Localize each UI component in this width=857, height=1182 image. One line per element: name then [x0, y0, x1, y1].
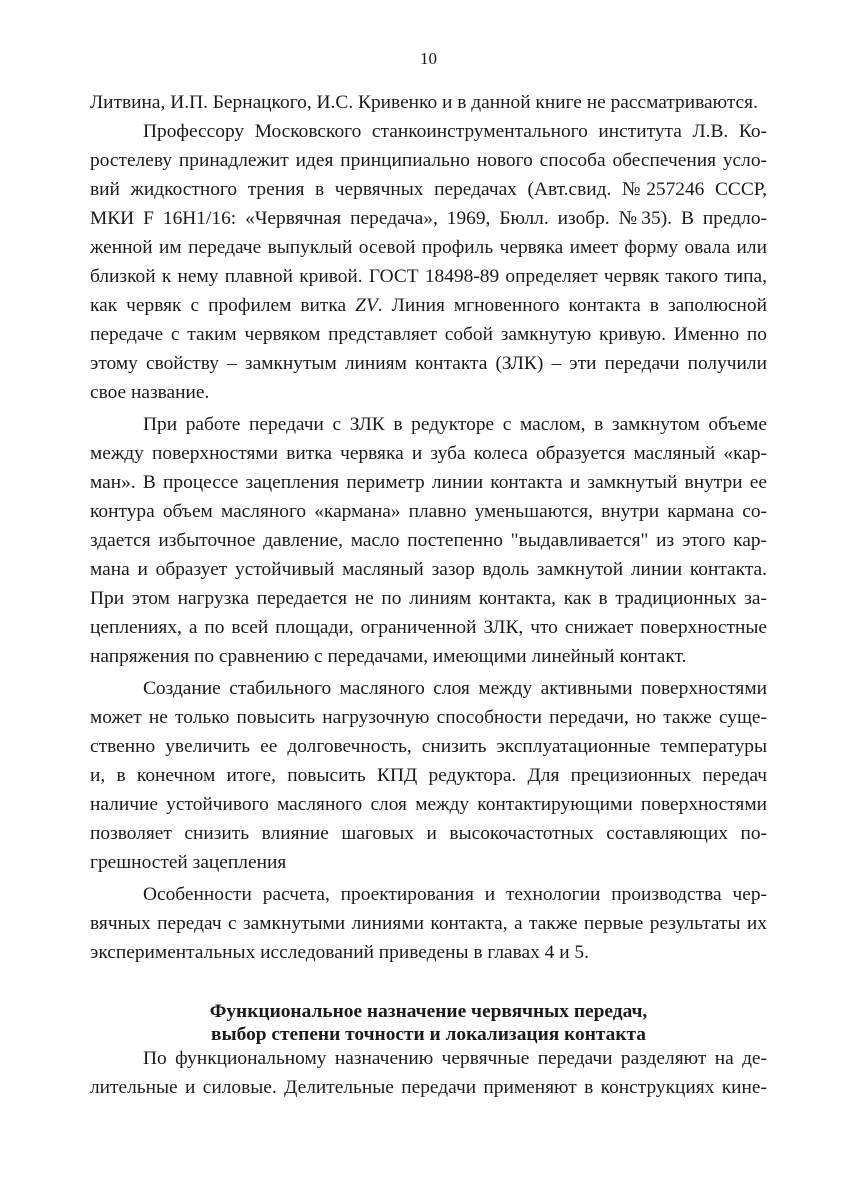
text-line: ман». В процессе зацепления периметр линии контакта и замкнутый внутри ее — [90, 472, 767, 493]
text-line: экспериментальных исследований приведены в главах 4 и 5. — [90, 942, 589, 963]
text-line: свое название. — [90, 382, 210, 403]
text-line: этому свойству – замкнутым линиям контакта (ЗЛК) – эти передачи получили — [90, 353, 767, 374]
text-line: грешностей зацепления — [90, 852, 287, 873]
text-line: По функциональному назначению червячные передачи разделяют на де- — [143, 1048, 767, 1069]
text-line: цеплениях, а по всей площади, ограниченной ЗЛК, что снижает поверхностные — [90, 617, 767, 638]
text-line: лительные и силовые. Делительные передачи применяют в конструкциях кине- — [90, 1077, 767, 1098]
text-span: . Линия мгновенного контакта в заполюсной — [377, 295, 768, 316]
text-line: Создание стабильного масляного слоя между активными поверхностями — [143, 678, 767, 699]
text-span: как червяк с профилем витка — [90, 295, 356, 316]
text-line-with-italic — [90, 291, 767, 320]
text-line: МКИ F 16Н1/16: «Червячная передача», 1969, Бюлл. изобр. №35). В предло- — [90, 208, 767, 229]
text-line: напряжения по сравнению с передачами, имеющими линейный контакт. — [90, 646, 687, 667]
text-line: При работе передачи с ЗЛК в редукторе с маслом, в замкнутом объеме — [143, 414, 767, 435]
text-line: вячных передач с замкнутыми линиями контакта, а также первые результаты их — [90, 913, 767, 934]
text-line: между поверхностями витка червяка и зуба колеса образуется масляный «кар- — [90, 443, 767, 464]
text-line: женной им передаче выпуклый осевой профиль червяка имеет форму овала или — [90, 237, 767, 258]
text-line: Особенности расчета, проектирования и технологии производства чер- — [143, 884, 767, 905]
text-line: наличие устойчивого масляного слоя между контактирующими поверхностями — [90, 794, 767, 815]
text-line: ростелеву принадлежит идея принципиально нового способа обеспечения усло- — [90, 150, 767, 171]
text-line: контура объем масляного «кармана» плавно уменьшаются, внутри кармана со- — [90, 501, 767, 522]
text-line: вий жидкостного трения в червячных передачах (Авт.свид. №257246 СССР, — [90, 179, 767, 200]
section-heading-line: выбор степени точности и локализация контакта — [211, 1024, 646, 1045]
text-line: передаче с таким червяком представляет собой замкнутую кривую. Именно по — [90, 324, 767, 345]
text-line: Профессору Московского станкоинструментального института Л.В. Ко- — [143, 121, 767, 142]
text-line: мана и образует устойчивый масляный зазор вдоль замкнутой линии контакта. — [90, 559, 767, 580]
text-line: близкой к нему плавной кривой. ГОСТ 18498-89 определяет червяк такого типа, — [90, 266, 767, 287]
page-number: 10 — [420, 49, 437, 68]
text-line: здается избыточное давление, масло постепенно "выдавливается" из этого кар- — [90, 530, 767, 551]
text-line: Литвина, И.П. Бернацкого, И.С. Кривенко и в данной книге не рассматриваются. — [90, 92, 758, 113]
text-line: может не только повысить нагрузочную способности передачи, но также суще- — [90, 707, 767, 728]
italic-term: ZV — [355, 295, 378, 316]
section-heading-line: Функциональное назначение червячных передач, — [209, 1001, 648, 1022]
text-line: и, в конечном итоге, повысить КПД редуктора. Для прецизионных передач — [90, 765, 767, 786]
text-line: При этом нагрузка передается не по линиям контакта, как в традиционных за- — [90, 588, 767, 609]
text-line: позволяет снизить влияние шаговых и высокочастотных составляющих по- — [90, 823, 767, 844]
text-line: ственно увеличить ее долговечность, снизить эксплуатационные температуры — [90, 736, 767, 757]
